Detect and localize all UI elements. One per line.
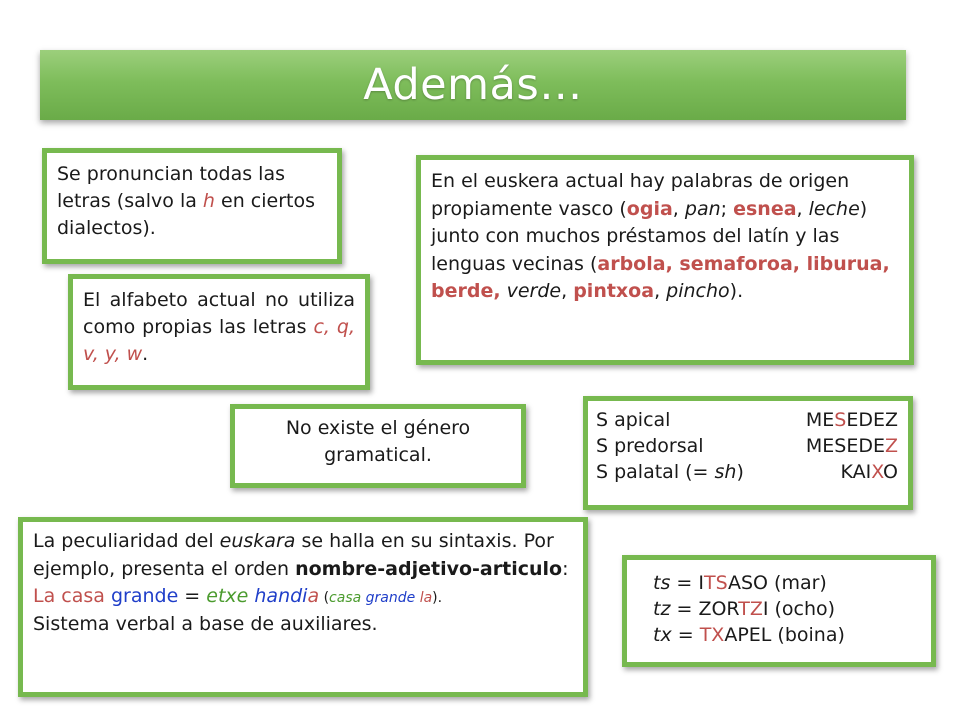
gloss-casa: casa bbox=[329, 590, 366, 607]
origin-text-3: ). bbox=[729, 280, 744, 303]
gloss-pincho: pincho bbox=[666, 280, 730, 303]
word-origin-box bbox=[416, 155, 914, 365]
word-order: nombre-adjetivo-articulo bbox=[295, 557, 563, 580]
syntax-last-line: Sistema verbal a base de auxiliares. bbox=[33, 612, 378, 635]
example-part: O bbox=[883, 461, 898, 484]
loanwords-list: arbola, semaforoa, liburua, berde, bbox=[431, 252, 890, 303]
syntax-text-2: se halla en su sintaxis. Por ejemplo, presenta el orden bbox=[33, 530, 554, 580]
example-highlight: Z bbox=[884, 435, 898, 458]
label-part: S palatal (= bbox=[596, 461, 715, 484]
origin-sep-5: , bbox=[561, 280, 574, 303]
affricates-box bbox=[622, 555, 936, 667]
alphabet-box bbox=[68, 274, 370, 390]
affricate-row bbox=[653, 570, 921, 596]
affricate-row bbox=[653, 622, 921, 648]
letter-h: h bbox=[202, 189, 215, 212]
sibilant-row bbox=[596, 433, 898, 459]
word-highlight: TZ bbox=[738, 598, 763, 621]
example-grande: grande bbox=[110, 585, 179, 608]
origin-text-1: En el euskera actual hay palabras de origen propiamente vasco ( bbox=[431, 170, 850, 220]
gender-box bbox=[230, 404, 526, 488]
word-euskara: euskara bbox=[219, 530, 296, 552]
slide-title: Además… bbox=[363, 60, 583, 110]
syntax-text-1: La peculiaridad del bbox=[33, 530, 220, 552]
sibilant-label bbox=[596, 459, 744, 485]
origin-sep-1: , bbox=[672, 197, 685, 220]
example-etxe: etxe bbox=[206, 585, 255, 608]
example-part: ME bbox=[805, 409, 835, 431]
alphabet-letters: c, q, v, y, w bbox=[83, 315, 355, 365]
equals: = bbox=[670, 598, 699, 621]
digraph: ts bbox=[653, 572, 671, 594]
digraph: tx bbox=[653, 624, 672, 647]
sibilant-row bbox=[596, 459, 898, 485]
word-esnea: esnea bbox=[733, 197, 797, 220]
origin-sep-6: , bbox=[654, 280, 667, 303]
syntax-text-3: : bbox=[562, 557, 569, 580]
example-highlight: X bbox=[871, 461, 884, 484]
example-highlight: S bbox=[834, 409, 847, 431]
alphabet-text-1: El alfabeto actual no utiliza como propias las letras bbox=[83, 289, 355, 338]
pronunciation-text-2: en ciertos dialectos). bbox=[57, 189, 315, 239]
pronunciation-text-1: Se pronuncian todas las letras (salvo la bbox=[57, 163, 285, 212]
sibilant-row bbox=[596, 407, 898, 433]
sibilant-example bbox=[806, 433, 898, 459]
gloss-grande: grande bbox=[365, 590, 420, 607]
pronunciation-box bbox=[42, 148, 342, 264]
equals: = bbox=[671, 624, 700, 647]
gloss-close: ). bbox=[432, 590, 443, 607]
example-handi: handi bbox=[254, 585, 308, 608]
example-equals: = bbox=[178, 585, 207, 608]
word-part: APEL (boina) bbox=[724, 624, 845, 647]
example-part: KAI bbox=[840, 461, 872, 484]
word-highlight: TS bbox=[703, 572, 728, 594]
example-article-a: a bbox=[307, 585, 320, 608]
origin-sep-3: , bbox=[796, 197, 809, 220]
word-highlight: TX bbox=[699, 624, 725, 647]
word-part: I bbox=[698, 572, 704, 594]
syntax-box bbox=[18, 517, 588, 697]
sibilant-label: S apical bbox=[596, 409, 671, 431]
sibilants-box bbox=[583, 396, 913, 510]
equals: = bbox=[670, 572, 699, 594]
gloss-la: la bbox=[419, 590, 433, 607]
sibilant-example bbox=[840, 459, 898, 485]
origin-text-2: ) junto con muchos préstamos del latín y las lenguas vecinas ( bbox=[431, 197, 868, 275]
alphabet-text-2: . bbox=[142, 342, 149, 365]
gloss-pan: pan bbox=[684, 197, 721, 220]
gender-text: No existe el género gramatical. bbox=[285, 417, 471, 466]
word-pintxoa: pintxoa bbox=[573, 280, 655, 303]
word-ogia: ogia bbox=[626, 197, 673, 220]
example-part: EDEZ bbox=[846, 409, 898, 431]
word-part: I (ocho) bbox=[762, 598, 836, 621]
affricate-row bbox=[653, 596, 921, 622]
sibilant-example bbox=[806, 407, 898, 433]
example-part: MESEDE bbox=[805, 435, 885, 458]
origin-sep-2: ; bbox=[720, 197, 734, 220]
sibilant-label: S predorsal bbox=[596, 435, 704, 458]
label-italic: sh bbox=[714, 461, 737, 484]
word-part: ASO (mar) bbox=[728, 572, 827, 594]
digraph: tz bbox=[653, 598, 671, 621]
word-part: ZOR bbox=[698, 598, 739, 621]
gloss-open: ( bbox=[319, 590, 330, 607]
gloss-verde: verde bbox=[506, 280, 562, 303]
label-part: ) bbox=[736, 461, 744, 484]
gloss-leche: leche bbox=[808, 197, 860, 220]
title-banner bbox=[40, 50, 906, 120]
example-la-casa: La casa bbox=[33, 585, 111, 608]
